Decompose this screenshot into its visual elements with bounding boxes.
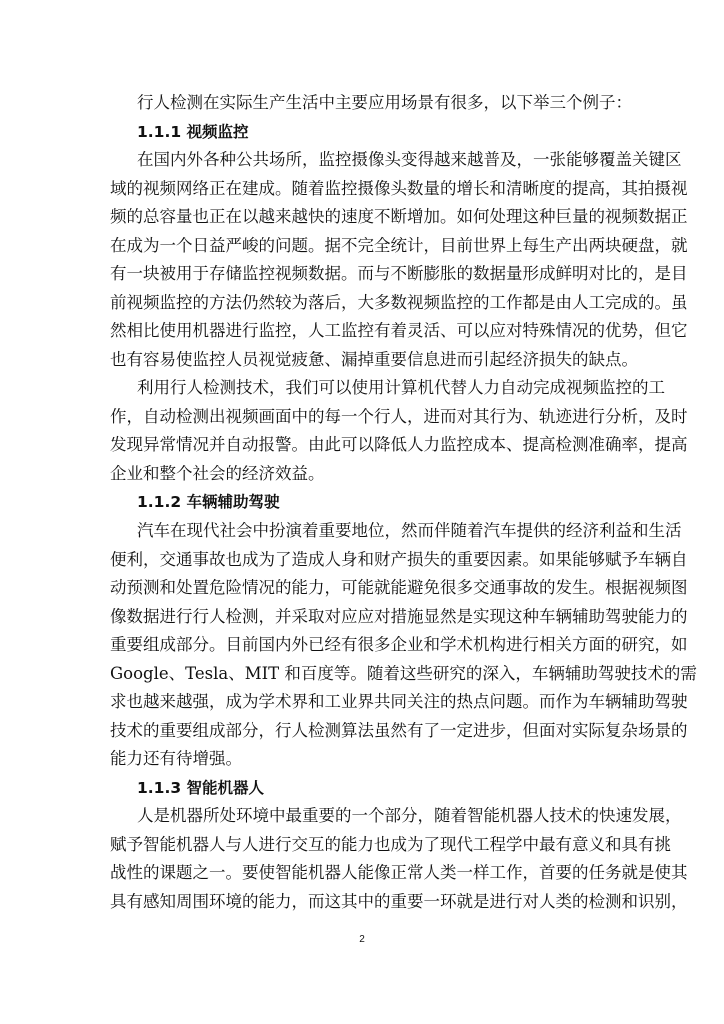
paragraph-line: 发现异常情况并自动报警。由此可以降低人力监控成本、提高检测准确率，提高 bbox=[110, 435, 688, 455]
paragraph-line: 在国内外各种公共场所，监控摄像头变得越来越普及，一张能够覆盖关键区 bbox=[137, 150, 682, 170]
paragraph-line: 域的视频网络正在建成。随着监控摄像头数量的增长和清晰度的提高，其拍摄视 bbox=[110, 178, 688, 198]
paragraph-line: 人是机器所处环境中最重要的一个部分，随着智能机器人技术的快速发展， bbox=[137, 806, 682, 826]
paragraph-line: 前视频监控的方法仍然较为落后，大多数视频监控的工作都是由人工完成的。虽 bbox=[110, 292, 688, 312]
paragraph-line: 也有容易使监控人员视觉疲惫、漏掉重要信息进而引起经济损失的缺点。 bbox=[110, 349, 638, 369]
paragraph-line: 在成为一个日益严峻的问题。据不完全统计，目前世界上每生产出两块硬盘，就 bbox=[110, 235, 688, 255]
paragraph-line: 求也越来越强，成为学术界和工业界共同关注的热点问题。而作为车辆辅助驾驶 bbox=[110, 692, 688, 712]
paragraph-line: 具有感知周围环境的能力，而这其中的重要一环就是进行对人类的检测和识别， bbox=[110, 891, 688, 911]
paragraph-line: Google、Tesla、MIT 和百度等。随着这些研究的深入，车辆辅助驾驶技术的需 bbox=[110, 663, 697, 683]
paragraph-line: 企业和整个社会的经济效益。 bbox=[110, 463, 325, 483]
paragraph-line: 能力还有待增强。 bbox=[110, 749, 242, 769]
paragraph-line: 汽车在现代社会中扮演着重要地位，然而伴随着汽车提供的经济利益和生活 bbox=[137, 520, 682, 540]
paragraph-line: 有一块被用于存储监控视频数据。而与不断膨胀的数据量形成鲜明对比的，是目 bbox=[110, 264, 688, 284]
section-heading: 1.1.3 智能机器人 bbox=[137, 778, 265, 797]
paragraph-line: 然相比使用机器进行监控，人工监控有着灵活、可以应对特殊情况的优势，但它 bbox=[110, 321, 688, 341]
paragraph-line: 频的总容量也正在以越来越快的速度不断增加。如何处理这种巨量的视频数据正 bbox=[110, 207, 688, 227]
paragraph-line: 动预测和处置危险情况的能力，可能就能避免很多交通事故的发生。根据视频图 bbox=[110, 578, 688, 598]
paragraph-line: 赋予智能机器人与人进行交互的能力也成为了现代工程学中最有意义和具有挑 bbox=[110, 834, 671, 854]
paragraph-line: 利用行人检测技术，我们可以使用计算机代替人力自动完成视频监控的工 bbox=[137, 378, 665, 398]
paragraph-line: 技术的重要组成部分，行人检测算法虽然有了一定进步，但面对实际复杂场景的 bbox=[110, 720, 688, 740]
page-number: 2 bbox=[359, 934, 365, 945]
paragraph-line: 作，自动检测出视频画面中的每一个行人，进而对其行为、轨迹进行分析，及时 bbox=[110, 406, 688, 426]
paragraph-line: 便利，交通事故也成为了造成人身和财产损失的重要因素。如果能够赋予车辆自 bbox=[110, 549, 688, 569]
section-heading: 1.1.2 车辆辅助驾驶 bbox=[137, 493, 280, 512]
paragraph-line: 重要组成部分。目前国内外已经有很多企业和学术机构进行相关方面的研究，如 bbox=[110, 635, 688, 655]
paragraph-line: 战性的课题之一。要使智能机器人能像正常人类一样工作，首要的任务就是使其 bbox=[110, 863, 688, 883]
section-heading: 1.1.1 视频监控 bbox=[137, 122, 249, 141]
document-body bbox=[0, 89, 724, 916]
paragraph-line: 像数据进行行人检测，并采取对应应对措施显然是实现这种车辆辅助驾驶能力的 bbox=[110, 606, 688, 626]
paragraph-line: 行人检测在实际生产生活中主要应用场景有很多，以下举三个例子： bbox=[137, 93, 632, 112]
